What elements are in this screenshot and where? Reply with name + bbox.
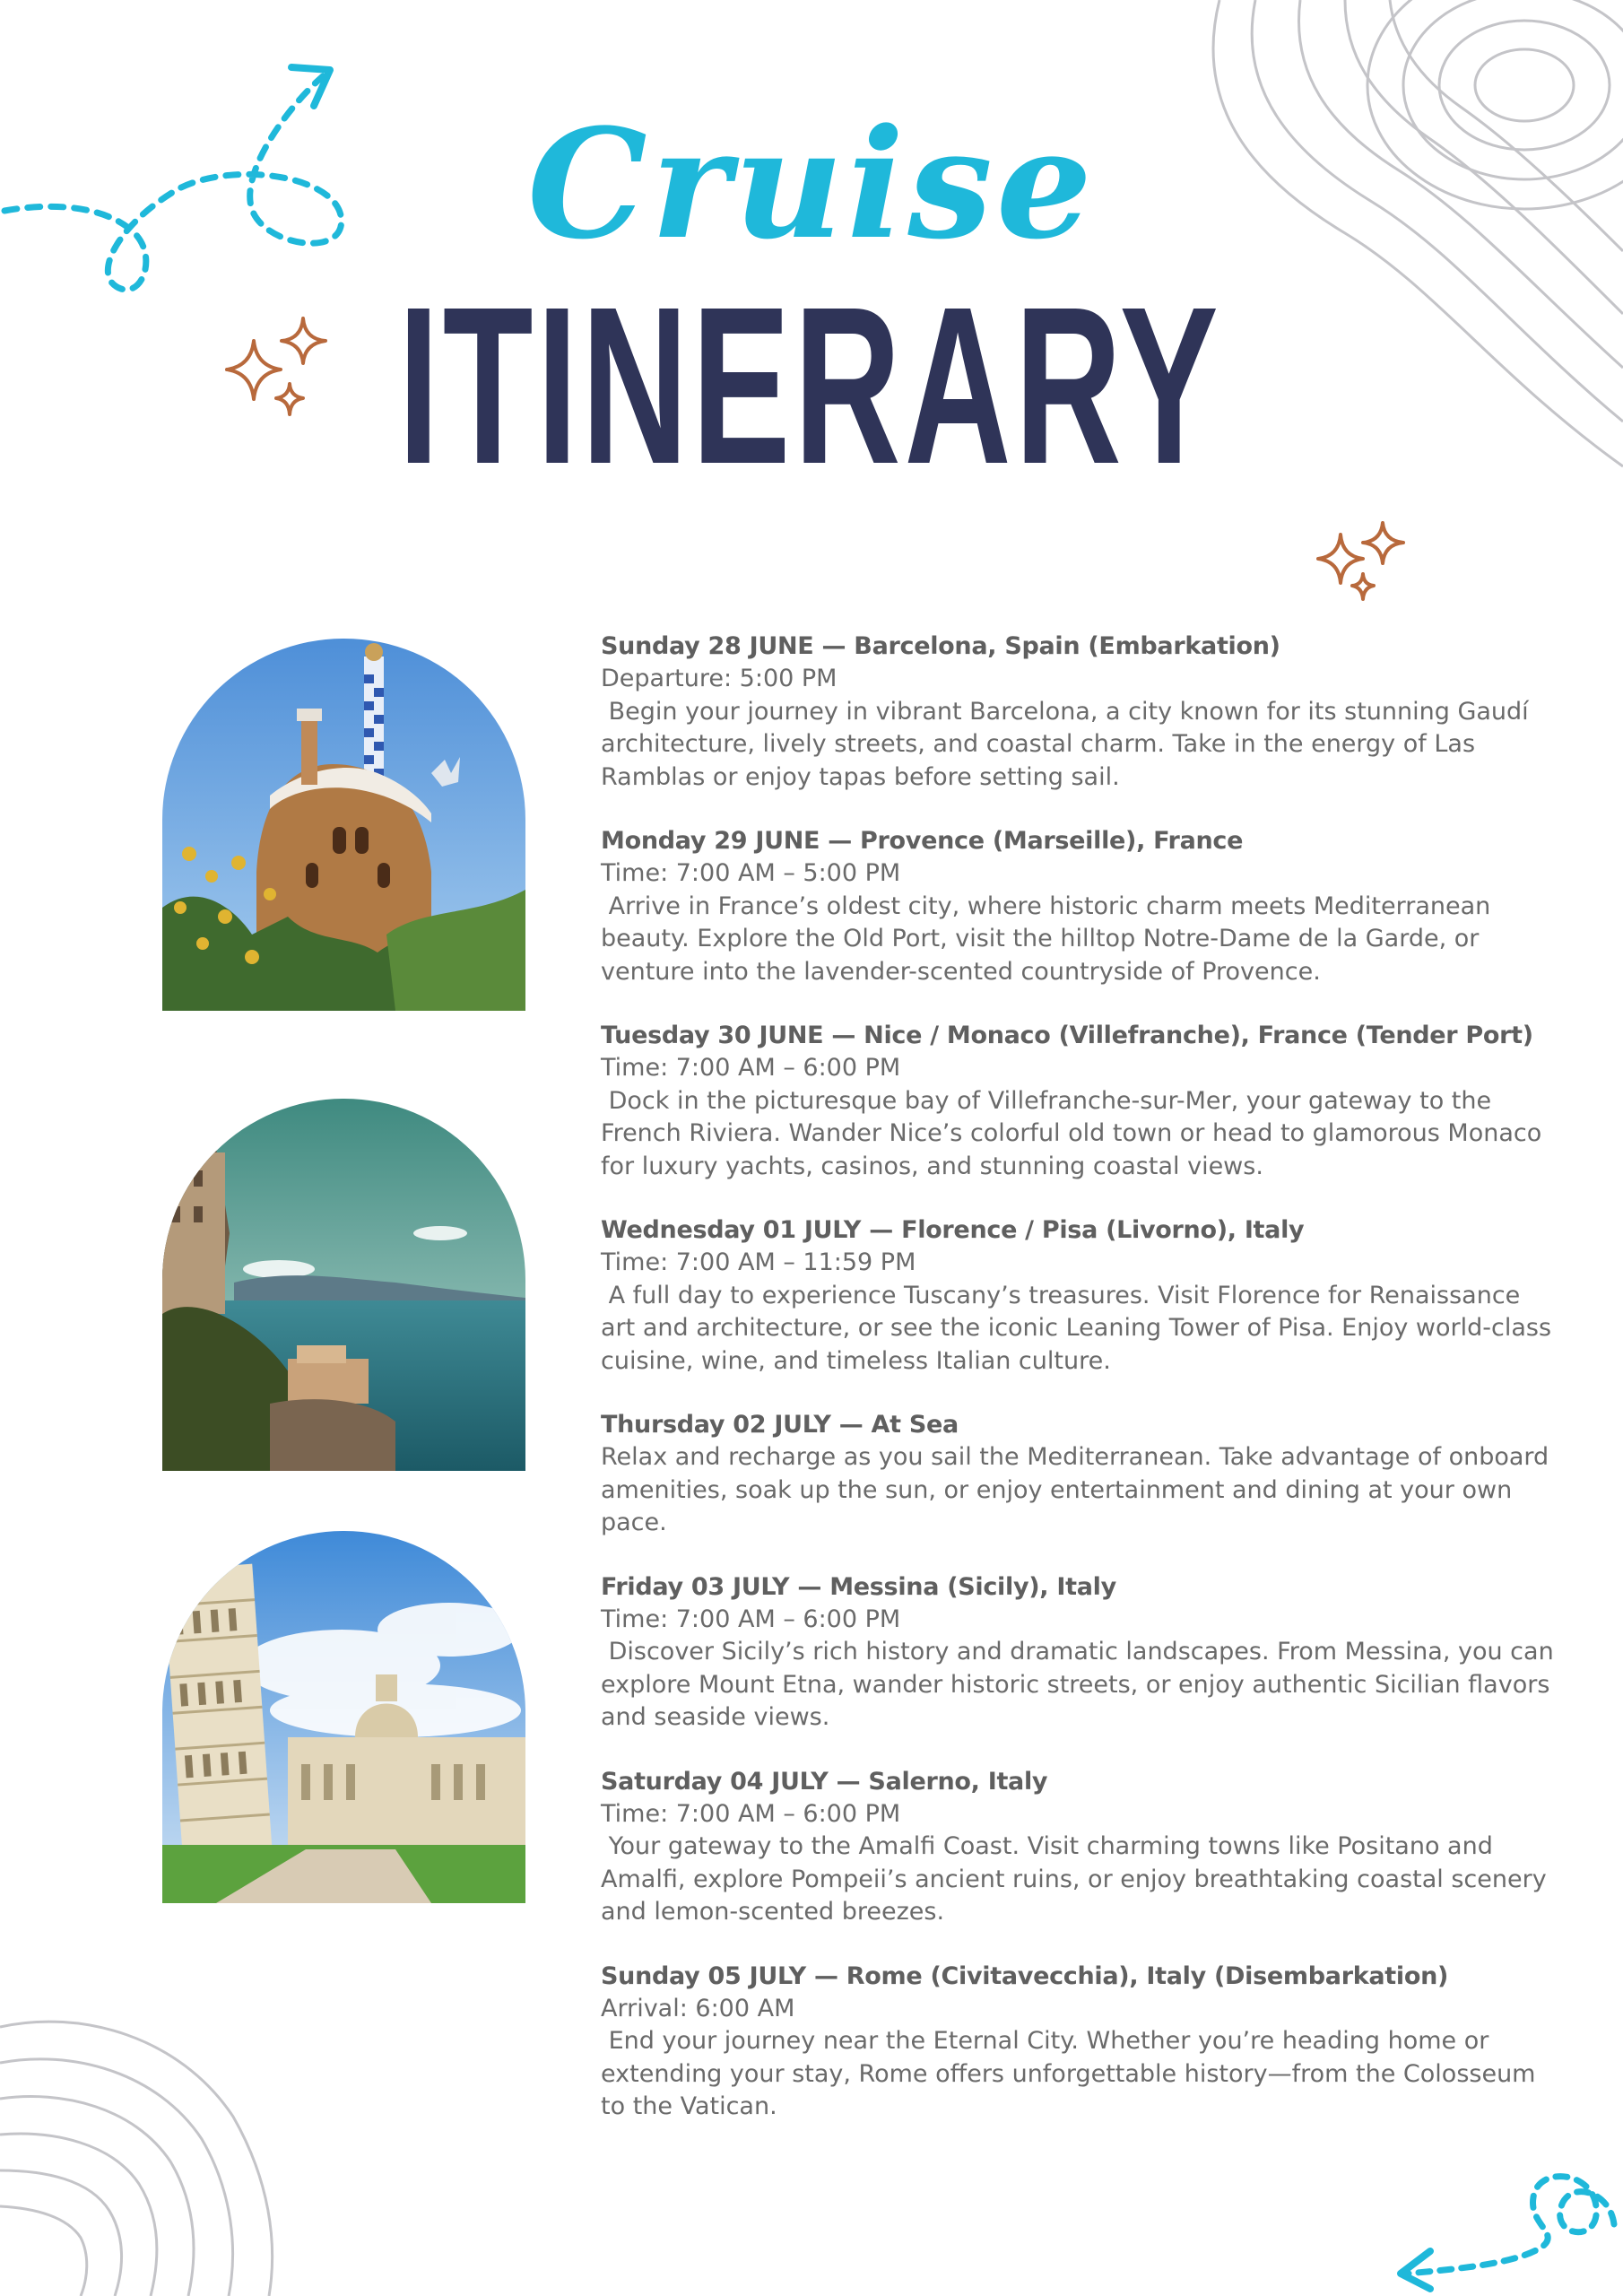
- day-heading: Sunday 05 JULY — Rome (Civitavecchia), Italy (Disembarkation): [601, 1961, 1449, 1990]
- day-heading: Friday 03 JULY — Messina (Sicily), Italy: [601, 1572, 1116, 1601]
- day-time: Time: 7:00 AM – 6:00 PM: [601, 1605, 901, 1633]
- day-heading: Monday 29 JUNE — Provence (Marseille), France: [601, 827, 1244, 855]
- day-time: Time: 7:00 AM – 6:00 PM: [601, 1054, 901, 1082]
- day-description: Your gateway to the Amalfi Coast. Visit charming towns like Positano and Amalfi, explore Pompeii’s ancient ruins, or enjoy breathtaking coastal scenery and lemon-scented breezes.: [601, 1832, 1555, 1926]
- day-time: Time: 7:00 AM – 5:00 PM: [601, 859, 901, 887]
- itinerary-day: [601, 1213, 1560, 1378]
- day-time: Time: 7:00 AM – 11:59 PM: [601, 1248, 916, 1276]
- day-description: Arrive in France’s oldest city, where historic charm meets Mediterranean beauty. Explore the Old Port, visit the hilltop Notre-Dame de la Garde, or venture into the lavender-scented countryside of Provence.: [601, 891, 1498, 986]
- itinerary-day: [601, 1960, 1560, 2124]
- day-description: End your journey near the Eternal City. Whether you’re heading home or extending your stay, Rome offers unforgettable history—from the Colosseum to the Vatican.: [601, 2027, 1544, 2120]
- itinerary-day: [601, 1019, 1560, 1183]
- script-title: Cruise: [527, 95, 1096, 273]
- itinerary-day: [601, 1408, 1560, 1540]
- day-time: Departure: 5:00 PM: [601, 665, 838, 692]
- itinerary-list: [601, 630, 1560, 2154]
- itinerary-day: [601, 630, 1560, 794]
- sparkles-icon: [1309, 518, 1412, 608]
- day-description: A full day to experience Tuscany’s treasures. Visit Florence for Renaissance art and architecture, or see the iconic Leaning Tower of Pisa. Enjoy world-class cuisine, wine, and timeless Italian culture.: [601, 1281, 1559, 1375]
- day-heading: Wednesday 01 JULY — Florence / Pisa (Livorno), Italy: [601, 1216, 1305, 1244]
- day-time: Arrival: 6:00 AM: [601, 1994, 795, 2022]
- day-description: Begin your journey in vibrant Barcelona, a city known for its stunning Gaudí architecture, lively streets, and coastal charm. Take in the energy of Las Ramblas or enjoy tapas before setting sail.: [601, 697, 1537, 791]
- day-description: Relax and recharge as you sail the Mediterranean. Take advantage of onboard amenities, soak up the sun, or enjoy entertainment and dining at your own pace.: [601, 1443, 1557, 1536]
- barcelona-park-guell-photo: [162, 639, 525, 1011]
- day-description: Dock in the picturesque bay of Villefranche-sur-Mer, your gateway to the French Riviera. Wander Nice’s colorful old town or head to glamorous Monaco for luxury yachts, casinos, and stunning coastal views.: [601, 1086, 1549, 1180]
- itinerary-day: [601, 1570, 1560, 1735]
- day-heading: Sunday 28 JUNE — Barcelona, Spain (Embarkation): [601, 632, 1280, 660]
- itinerary-day: [601, 1765, 1560, 1929]
- day-description: Discover Sicily’s rich history and dramatic landscapes. From Messina, you can explore Mount Etna, wander historic streets, or enjoy authentic Sicilian flavors and seaside views.: [601, 1638, 1562, 1731]
- contour-lines-bottom-left: [0, 1955, 377, 2296]
- day-time: Time: 7:00 AM – 6:00 PM: [601, 1799, 901, 1828]
- day-heading: Thursday 02 JULY — At Sea: [601, 1411, 959, 1439]
- pisa-tower-photo: [162, 1531, 525, 1903]
- dashed-arrow-bottom-right: [1381, 2135, 1623, 2296]
- villefranche-coast-photo: [162, 1099, 525, 1471]
- day-heading: Tuesday 30 JUNE — Nice / Monaco (Villefranche), France (Tender Port): [601, 1022, 1533, 1049]
- page-title: ITINERARY: [397, 260, 1222, 510]
- day-heading: Saturday 04 JULY — Salerno, Italy: [601, 1767, 1048, 1796]
- itinerary-day: [601, 824, 1560, 988]
